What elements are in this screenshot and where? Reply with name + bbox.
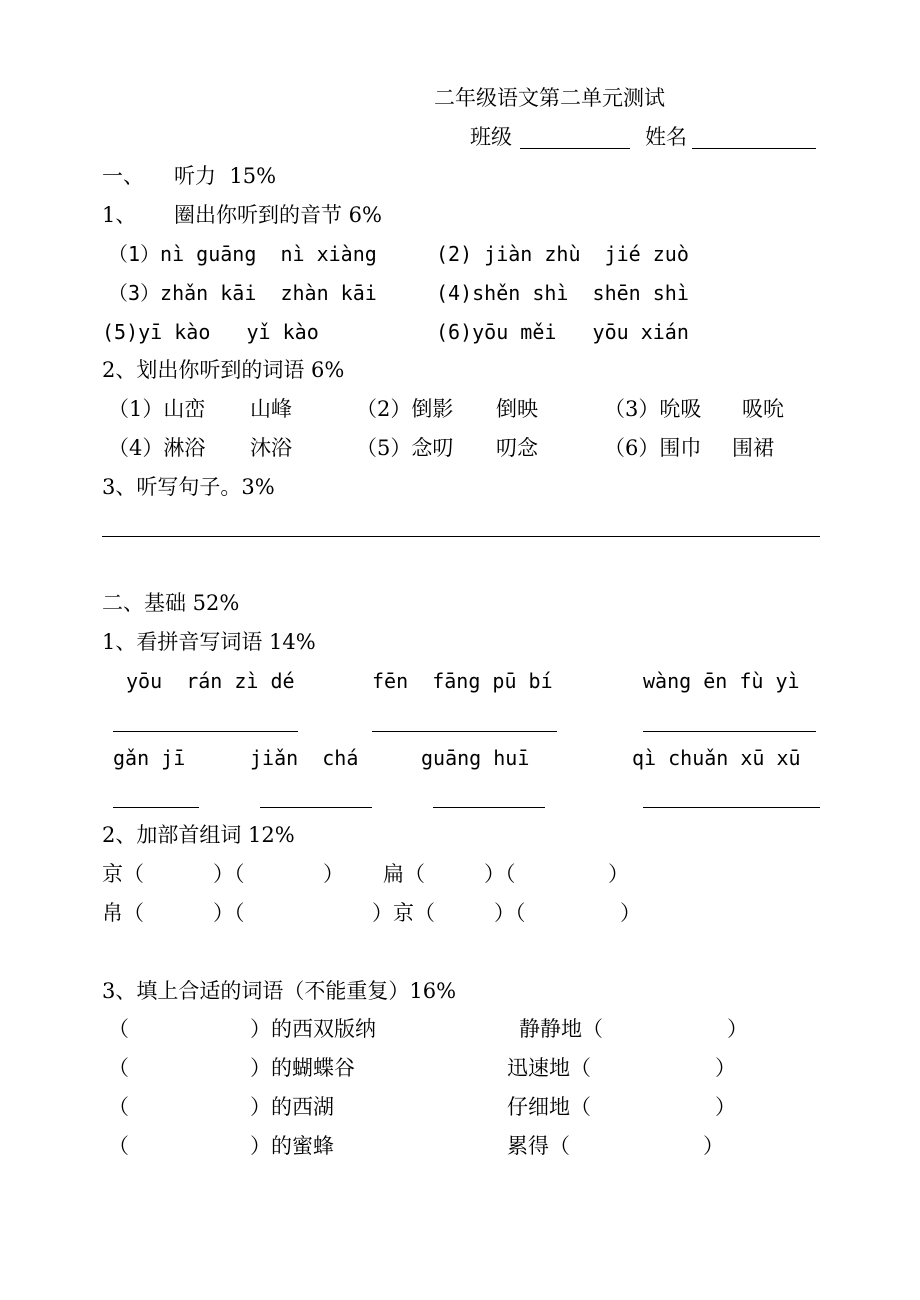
pinyin-pair-3: （3）zhǎn kāi zhàn kāi [108,281,377,305]
fill-5-open: （ [108,1095,129,1119]
fill-3-open: （ [108,1056,129,1080]
radical-2-end: ） [608,862,629,886]
pinyin-pair-4: (4)shěn shì shēn shì [436,281,689,305]
fill-2-close: ） [727,1017,748,1041]
fill-2-phrase: 静静地（ [519,1017,603,1041]
fill-5-phrase: ）的西湖 [250,1095,334,1119]
q2-title: 2、划出你听到的词语 6% [102,358,345,382]
q3-title: 3、听写句子。3% [102,475,275,499]
radical-2: 扁（ [383,862,425,886]
class-label: 班级 [470,125,512,149]
section-2-heading: 二、基础 52% [102,591,240,615]
section-1-heading: 听力 15% [174,164,277,188]
word-6a: （6）围巾 [604,436,702,460]
fill-8-close: ） [703,1134,724,1158]
word-4a: （4）淋浴 [108,436,206,460]
section-1-number: 一、 [102,164,144,188]
fill-6-phrase: 仔细地（ [507,1095,591,1119]
pinyin-word-1: yōu rán zì dé [126,669,295,693]
radical-3-mid: ）（ [213,901,245,925]
pinyin-word-2: fēn fāng pū bí [372,669,553,693]
pinyin-word-4: gǎn jī [113,746,186,770]
pinyin-pair-1: （1）nì guāng nì xiàng [108,242,377,266]
radical-3: 帛（ [102,901,144,925]
answer-blank-1[interactable] [113,731,298,732]
b-q3-title: 3、填上合适的词语（不能重复）16% [102,979,457,1003]
pinyin-word-3: wàng ēn fù yì [643,669,800,693]
radical-2-mid: ）（ [484,862,516,886]
pinyin-pair-6: (6)yōu měi yōu xián [436,320,689,344]
pinyin-word-7: qì chuǎn xū xū [632,746,801,770]
answer-blank-7[interactable] [643,807,820,808]
word-3b: 吸吮 [742,397,784,421]
answer-blank-2[interactable] [372,731,557,732]
q1-title: 圈出你听到的音节 6% [174,203,382,227]
fill-1-open: （ [108,1017,129,1041]
radical-1: 京（ [102,862,144,886]
pinyin-pair-5: (5)yī kào yǐ kào [102,320,319,344]
radical-4: ）京（ [372,901,435,925]
word-3a: （3）吮吸 [604,397,702,421]
pinyin-word-6: guāng huī [421,746,530,770]
answer-blank-6[interactable] [433,807,545,808]
answer-blank-5[interactable] [260,807,372,808]
pinyin-word-5: jiǎn chá [250,746,359,770]
radical-4-mid: ）（ [494,901,526,925]
fill-4-phrase: 迅速地（ [507,1056,591,1080]
radical-1-mid: ）（ [213,862,245,886]
page-title: 二年级语文第二单元测试 [434,86,665,110]
fill-7-phrase: ）的蜜蜂 [250,1134,334,1158]
pinyin-pair-2: (2) jiàn zhù jié zuò [436,242,689,266]
answer-blank-3[interactable] [643,731,816,732]
radical-4-end: ） [620,901,641,925]
answer-blank-4[interactable] [113,807,199,808]
word-2b: 倒映 [496,397,538,421]
word-4b: 沐浴 [250,436,292,460]
word-1a: （1）山峦 [108,397,206,421]
fill-7-open: （ [108,1134,129,1158]
word-5b: 叨念 [496,436,538,460]
fill-3-phrase: ）的蝴蝶谷 [250,1056,355,1080]
fill-6-close: ） [715,1095,736,1119]
word-1b: 山峰 [250,397,292,421]
dictation-line[interactable] [102,536,820,537]
b-q2-title: 2、加部首组词 12% [102,823,295,847]
class-blank[interactable] [520,148,630,149]
name-label: 姓名 [645,125,687,149]
word-6b: 围裙 [732,436,774,460]
word-2a: （2）倒影 [356,397,454,421]
fill-8-phrase: 累得（ [507,1134,570,1158]
b-q1-title: 1、看拼音写词语 14% [102,630,316,654]
name-blank[interactable] [692,148,816,149]
radical-1-end: ） [323,862,344,886]
fill-1-phrase: ）的西双版纳 [250,1017,376,1041]
word-5a: （5）念叨 [356,436,454,460]
fill-4-close: ） [715,1056,736,1080]
q1-number: 1、 [102,203,137,227]
